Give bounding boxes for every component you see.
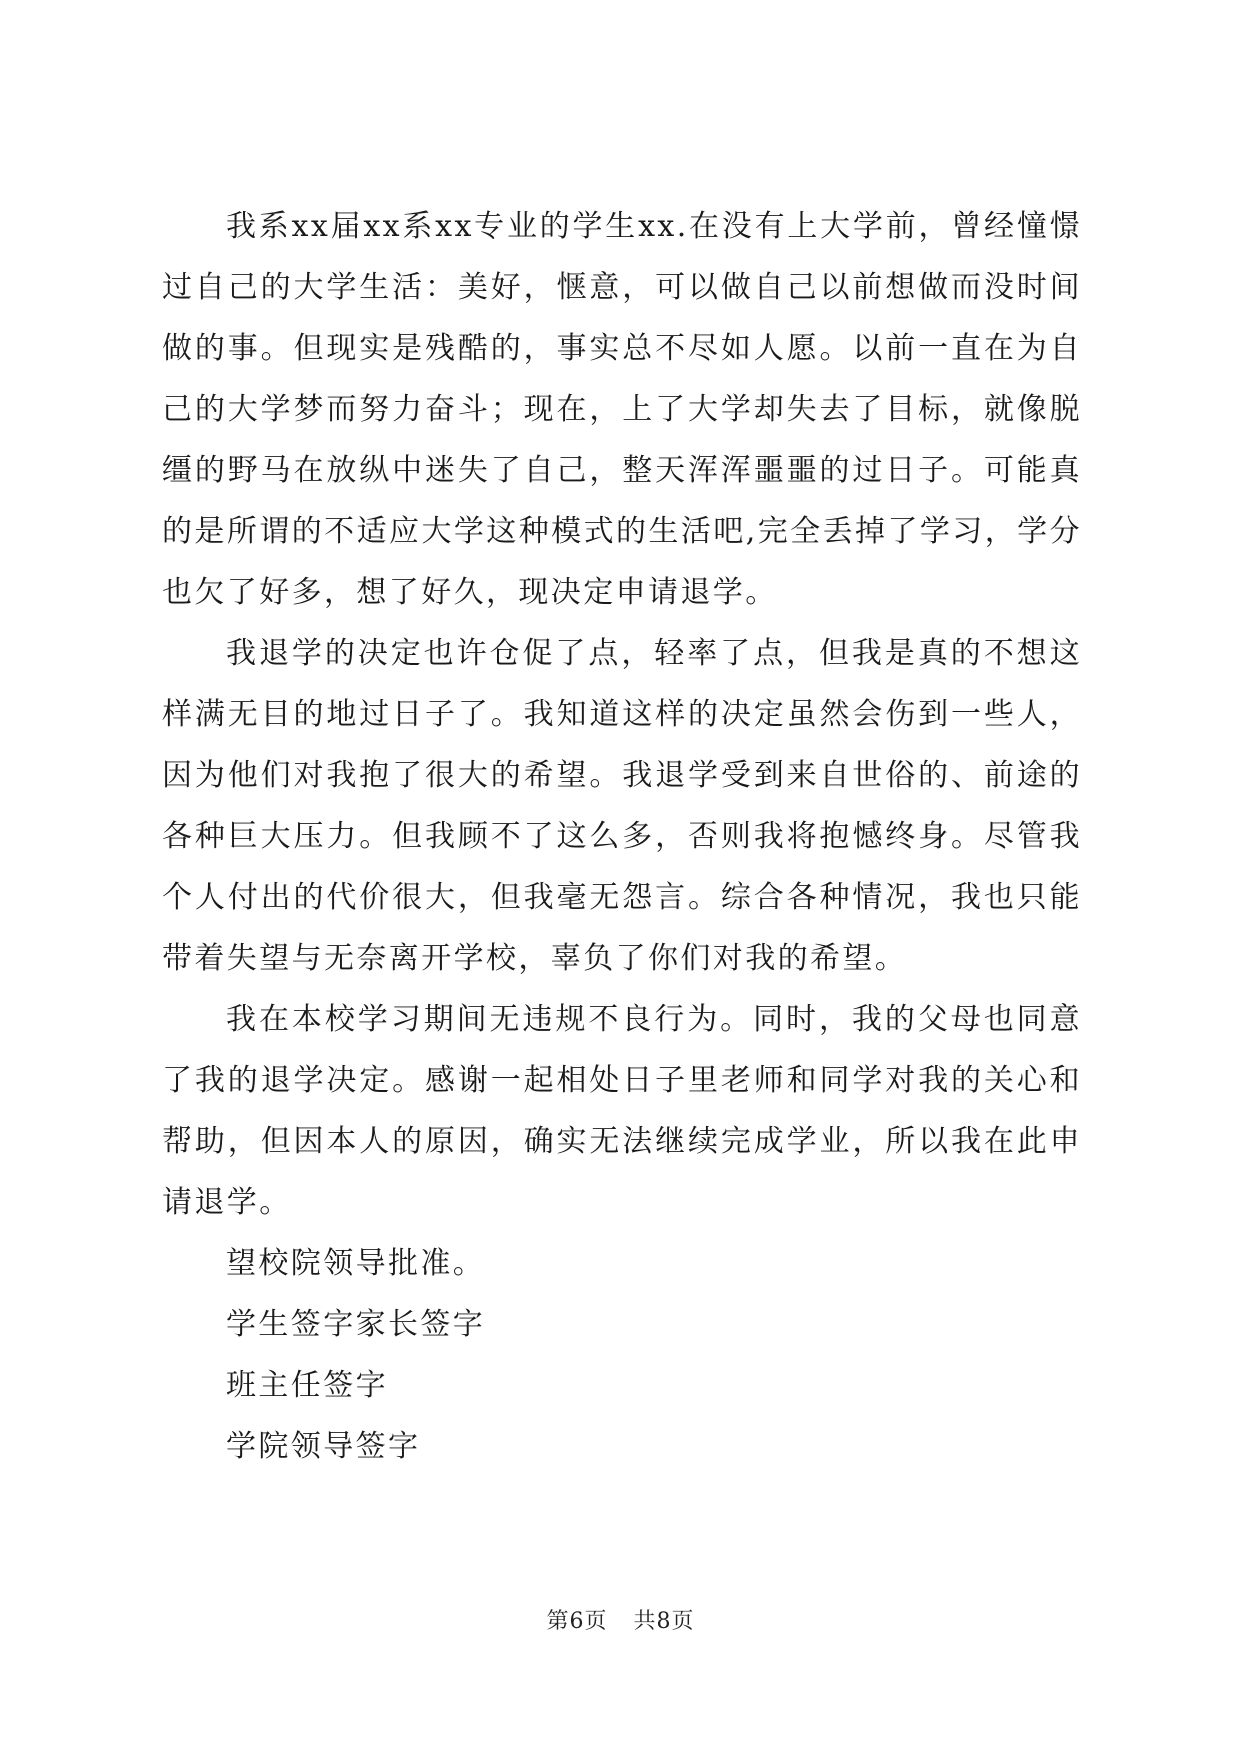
college-leader-signature-line: 学院领导签字 bbox=[226, 1429, 421, 1464]
paragraph-1: 我系xx届xx系xx专业的学生xx.在没有上大学前，曾经憧憬过自己的大学生活：美好，惬意，可以做自己以前想做而没时间做的事。但现实是残酷的，事实总不尽如人愿。以前一直在为自己的大学梦而努力奋斗；现在，上了大学却失去了目标，就像脱缰的野马在放纵中迷失了自己，整天浑浑噩噩的过日子。可能真的是所谓的不适应大学这种模式的生活吧,完全丢掉了学习，学分也欠了好多，想了好久，现决定申请退学。 bbox=[162, 209, 1082, 610]
page-footer bbox=[0, 1604, 1241, 1635]
page-total: 共8页 bbox=[633, 1609, 695, 1634]
page-number: 第6页 bbox=[546, 1609, 608, 1634]
class-teacher-signature-line: 班主任签字 bbox=[226, 1368, 388, 1403]
paragraph-3: 我在本校学习期间无违规不良行为。同时，我的父母也同意了我的退学决定。感谢一起相处日子里老师和同学对我的关心和帮助，但因本人的原因，确实无法继续完成学业，所以我在此申请退学。 bbox=[162, 1002, 1082, 1220]
student-parent-signature-line: 学生签字家长签字 bbox=[226, 1307, 486, 1342]
approval-request-line: 望校院领导批准。 bbox=[226, 1246, 486, 1281]
document-body bbox=[162, 196, 1082, 1477]
paragraph-2: 我退学的决定也许仓促了点，轻率了点，但我是真的不想这样满无目的地过日子了。我知道这样的决定虽然会伤到一些人，因为他们对我抱了很大的希望。我退学受到来自世俗的、前途的各种巨大压力。但我顾不了这么多，否则我将抱憾终身。尽管我个人付出的代价很大，但我毫无怨言。综合各种情况，我也只能带着失望与无奈离开学校，辜负了你们对我的希望。 bbox=[162, 636, 1082, 976]
